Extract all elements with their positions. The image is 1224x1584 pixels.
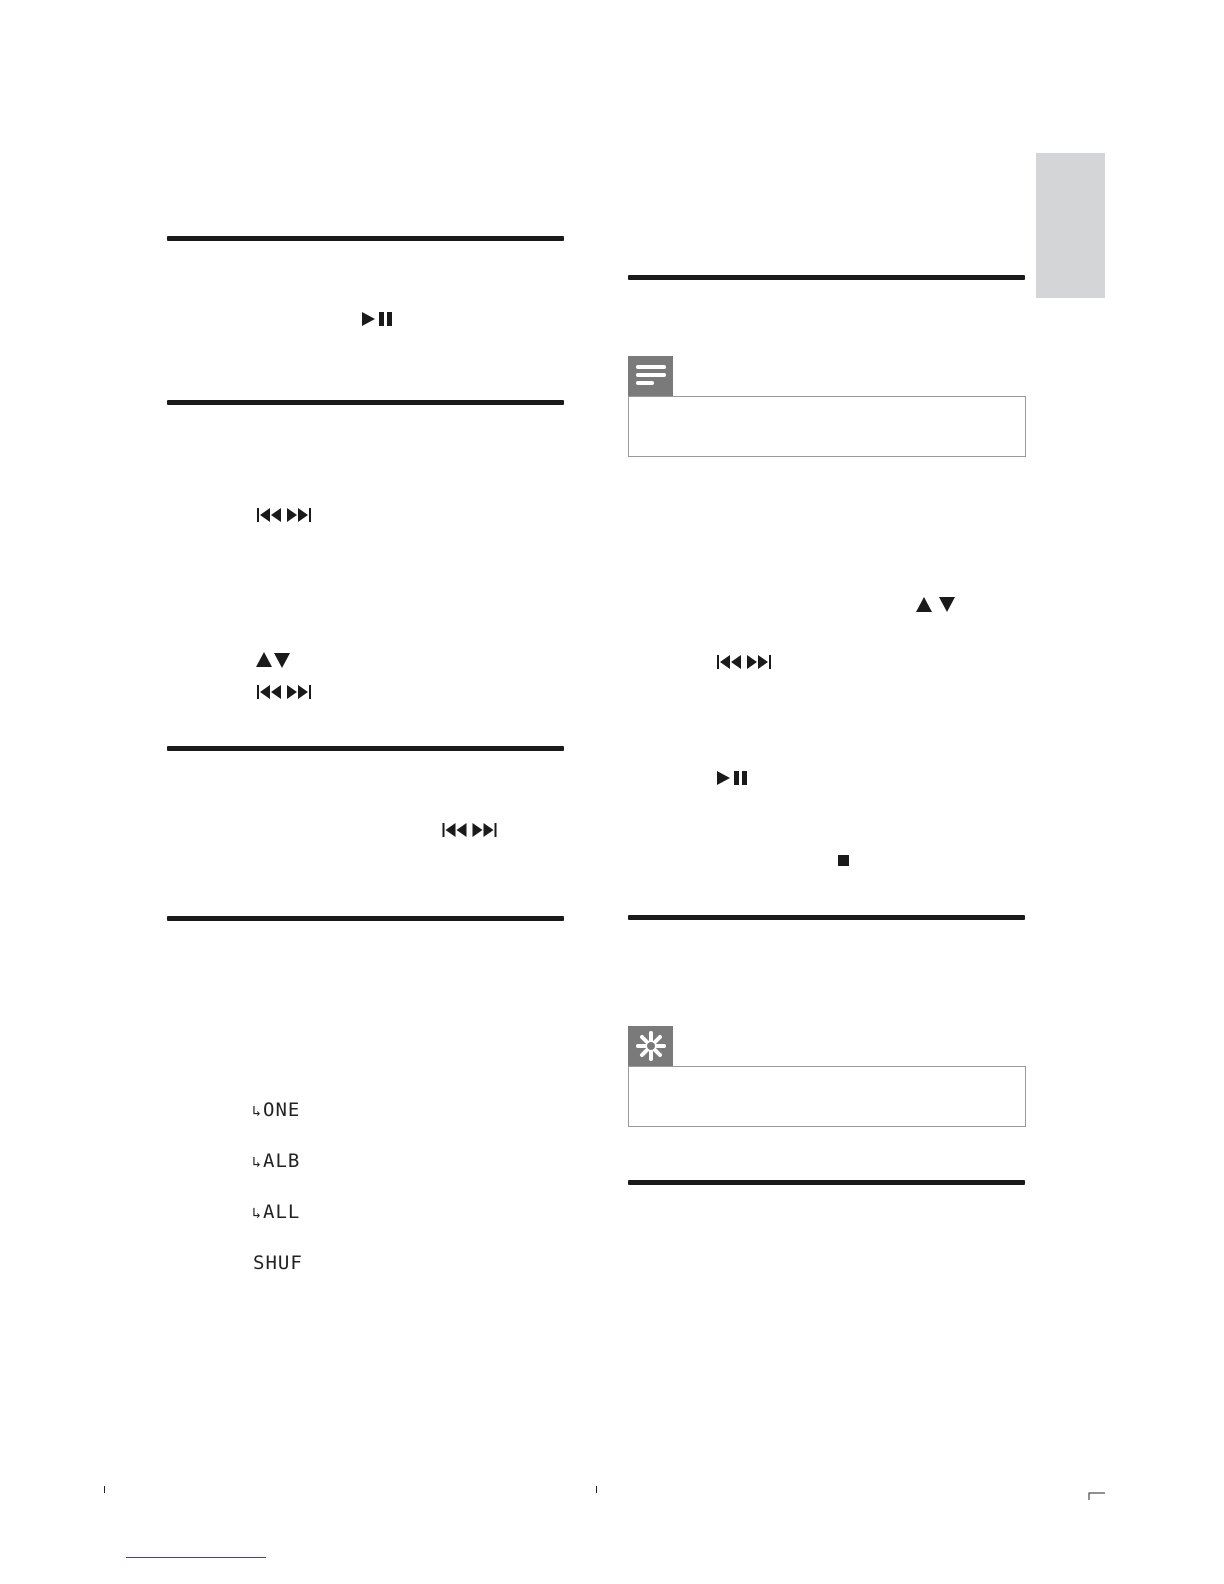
footer-link-underline[interactable] — [126, 1557, 266, 1558]
section-rule-skip — [167, 400, 564, 405]
play-mode-repeat-one — [252, 1101, 300, 1120]
side-language-tab — [1036, 153, 1105, 298]
next-icon — [287, 508, 313, 522]
section-rule-program — [628, 275, 1025, 280]
section-rule-view-info — [628, 915, 1025, 920]
section-rule-search — [167, 746, 564, 751]
repeat-arrow-icon: ↳ — [252, 1153, 263, 1171]
crop-mark-left — [104, 1486, 105, 1493]
tip-box — [628, 1066, 1026, 1127]
stop-icon — [838, 855, 850, 867]
previous-icon — [257, 508, 283, 522]
next-icon — [472, 823, 499, 837]
next-icon — [747, 655, 773, 669]
tip-icon — [628, 1026, 673, 1066]
repeat-arrow-icon: ↳ — [252, 1204, 263, 1222]
section-rule-bottom — [628, 1180, 1025, 1185]
play-pause-icon — [362, 311, 395, 327]
play-mode-label: ALL — [263, 1201, 301, 1223]
previous-icon — [442, 823, 469, 837]
repeat-arrow-icon: ↳ — [252, 1102, 263, 1120]
section-rule-play-pause — [167, 236, 564, 241]
up-icon — [916, 597, 932, 612]
play-pause-icon — [717, 770, 750, 786]
down-icon — [939, 597, 955, 612]
play-mode-label: SHUF — [253, 1252, 303, 1274]
play-mode-repeat-album — [252, 1152, 300, 1171]
note-icon — [628, 356, 673, 396]
up-down-icon — [256, 652, 291, 668]
next-icon — [287, 685, 313, 699]
play-mode-label: ALB — [263, 1150, 301, 1172]
previous-icon — [257, 685, 283, 699]
previous-icon — [717, 655, 743, 669]
crop-mark-center — [596, 1486, 597, 1493]
play-mode-shuffle — [252, 1254, 303, 1273]
play-mode-repeat-all — [252, 1203, 300, 1222]
section-rule-play-mode — [167, 916, 564, 921]
crop-mark-right — [1088, 1487, 1106, 1505]
play-mode-label: ONE — [263, 1099, 301, 1121]
note-box — [628, 396, 1026, 457]
